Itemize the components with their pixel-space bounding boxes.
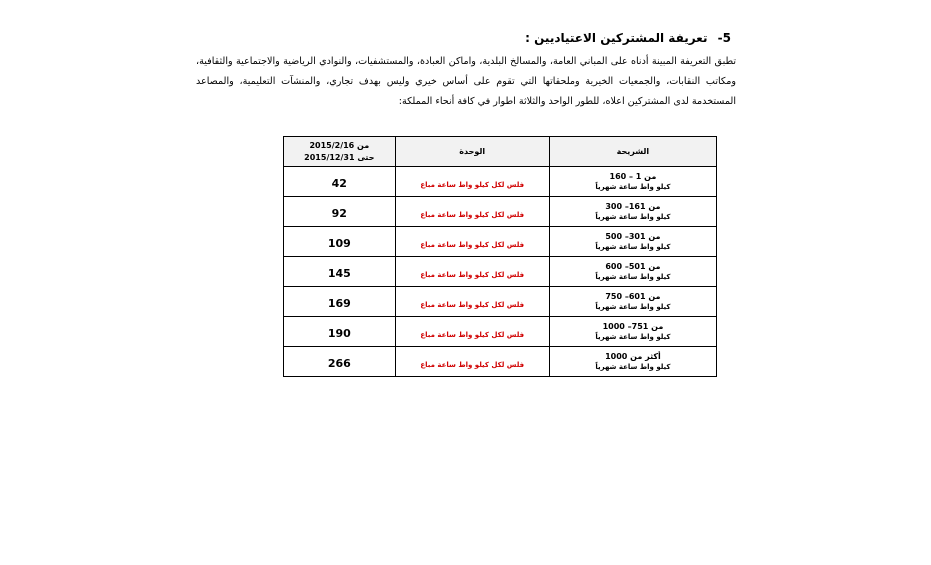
unit-cell xyxy=(395,287,549,317)
unit-text: فلس لكل كيلو واط ساعة مباع xyxy=(420,211,525,219)
price-value: 42 xyxy=(331,177,347,190)
header-period xyxy=(284,137,396,167)
band-range: من 161– 300 xyxy=(605,202,661,211)
header-period-to: حتى 2015/12/31 xyxy=(304,152,375,162)
band-range: من 601– 750 xyxy=(605,292,661,301)
unit-cell xyxy=(395,197,549,227)
price-value: 109 xyxy=(327,237,351,250)
band-cell xyxy=(549,257,716,287)
price-cell xyxy=(284,287,396,317)
band-cell xyxy=(549,197,716,227)
unit-text: فلس لكل كيلو واط ساعة مباع xyxy=(420,331,525,339)
price-cell xyxy=(284,227,396,257)
table-row xyxy=(284,197,717,227)
band-range: أكثر من 1000 xyxy=(605,352,661,361)
price-value: 169 xyxy=(327,297,351,310)
price-cell xyxy=(284,257,396,287)
band-cell xyxy=(549,227,716,257)
table-row xyxy=(284,287,717,317)
band-cell xyxy=(549,287,716,317)
tariff-table xyxy=(283,136,717,377)
table-row xyxy=(284,347,717,377)
section-number: 5- xyxy=(717,31,731,45)
unit-text: فلس لكل كيلو واط ساعة مباع xyxy=(420,301,525,309)
price-value: 190 xyxy=(327,327,351,340)
band-range: من 301– 500 xyxy=(605,232,661,241)
band-range: من 501– 600 xyxy=(605,262,661,271)
table-row xyxy=(284,257,717,287)
price-cell xyxy=(284,167,396,197)
table-row xyxy=(284,317,717,347)
band-cell xyxy=(549,347,716,377)
band-cell xyxy=(549,167,716,197)
band-range: من 1 – 160 xyxy=(609,172,657,181)
header-band: الشريحة xyxy=(549,137,716,167)
unit-text: فلس لكل كيلو واط ساعة مباع xyxy=(420,271,525,279)
header-unit: الوحدة xyxy=(395,137,549,167)
table-row xyxy=(284,227,717,257)
band-unit: كيلو واط ساعة شهرياً xyxy=(595,183,671,191)
unit-text: فلس لكل كيلو واط ساعة مباع xyxy=(420,361,525,369)
unit-cell xyxy=(395,347,549,377)
band-cell xyxy=(549,317,716,347)
unit-cell xyxy=(395,257,549,287)
band-unit: كيلو واط ساعة شهرياً xyxy=(595,363,671,371)
unit-cell xyxy=(395,317,549,347)
table-row xyxy=(284,167,717,197)
band-range: من 751– 1000 xyxy=(602,322,664,331)
band-unit: كيلو واط ساعة شهرياً xyxy=(595,273,671,281)
price-cell xyxy=(284,347,396,377)
section-paragraph: تطبق التعريفة المبينة أدناه على المباني العامة، والمسالخ البلدية، واماكن العبادة، والمستشفيات، والنوادي الرياضية والاجتماعية والثقافية، ومكاتب النقابات، والجمعيات الخيرية وملحقاتها التي تقوم على أساس خيري وليس بهدف تجاري، والمنشآت التعليمية، والمصاعد المستخدمة لدى المشتركين اعلاه، للطور الواحد والثلاثة اطوار في كافة أنحاء المملكة: xyxy=(196,56,736,107)
section-heading xyxy=(525,31,731,45)
table-body xyxy=(284,167,717,377)
price-cell xyxy=(284,317,396,347)
price-value: 92 xyxy=(331,207,347,220)
unit-text: فلس لكل كيلو واط ساعة مباع xyxy=(420,241,525,249)
band-unit: كيلو واط ساعة شهرياً xyxy=(595,333,671,341)
price-cell xyxy=(284,197,396,227)
table-header-row xyxy=(284,137,717,167)
unit-cell xyxy=(395,227,549,257)
price-value: 266 xyxy=(327,357,351,370)
band-unit: كيلو واط ساعة شهرياً xyxy=(595,303,671,311)
band-unit: كيلو واط ساعة شهرياً xyxy=(595,213,671,221)
header-period-from: من 2015/2/16 xyxy=(309,140,370,150)
band-unit: كيلو واط ساعة شهرياً xyxy=(595,243,671,251)
unit-cell xyxy=(395,167,549,197)
unit-text: فلس لكل كيلو واط ساعة مباع xyxy=(420,181,525,189)
section-title: تعريفة المشتركين الاعتياديين : xyxy=(525,31,708,45)
price-value: 145 xyxy=(327,267,351,280)
